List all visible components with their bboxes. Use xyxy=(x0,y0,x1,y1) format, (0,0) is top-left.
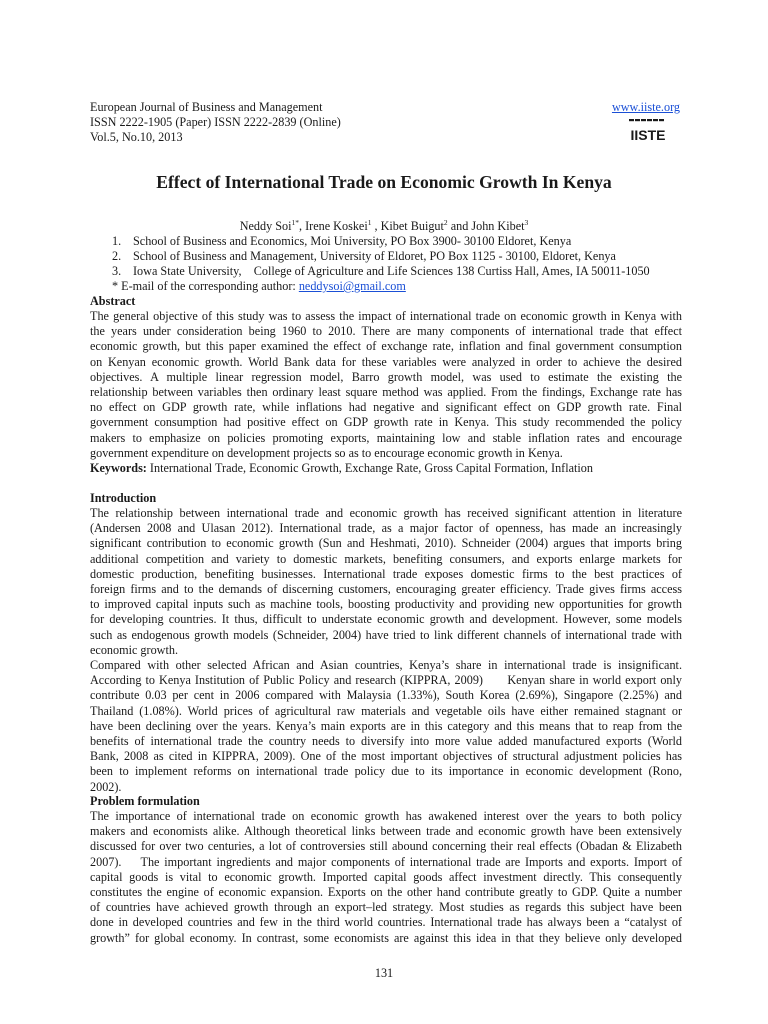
text-line: makers and economists alike. Although theoretical links between trade and economic growth have been extensively xyxy=(90,824,682,839)
corresponding-author-email xyxy=(112,279,406,294)
affiliation-number: 1. xyxy=(112,234,122,248)
email-label: * E-mail of the corresponding author: xyxy=(112,279,299,293)
text-line: such as endogenous growth models (Schneider, 2004) have tried to link different channels of international trade with xyxy=(90,627,682,642)
affiliation-text: School of Business and Economics, Moi University, PO Box 3900- 30100 Eldoret, Kenya xyxy=(133,234,572,248)
text-line: discussed for over two centuries, a lot of controversies still abound concerning their real effects (Obadan & Elizabeth xyxy=(90,839,682,854)
author-name: Neddy Soi xyxy=(239,219,292,233)
text-line: significant contribution to economic growth (Sun and Heshmati, 2010). Schneider (2004) argues that imports bring xyxy=(90,536,682,551)
paper-title: Effect of International Trade on Economic Growth In Kenya xyxy=(156,172,612,192)
text-line: Bank, 2008 as cited in KIPPRA, 2009). One of the most important objectives of structural adjustment policies has xyxy=(90,749,682,764)
author-name: , Kibet Buigut xyxy=(371,219,444,233)
text-line: government expenditure on development projects so as to encourage economic growth in Kenya. xyxy=(90,445,563,460)
affiliation-item xyxy=(112,264,650,279)
affiliation-item xyxy=(112,234,571,249)
text-line: 2007). The important ingredients and major components of international trade are Imports and exports. Import of xyxy=(90,854,682,869)
text-line: economic growth. xyxy=(90,642,178,657)
abstract-paragraph xyxy=(90,309,682,461)
keywords-line xyxy=(90,461,682,476)
affiliation-text: School of Business and Management, University of Eldoret, PO Box 1125 - 30100, Eldoret, Kenya xyxy=(133,249,616,263)
author-affiliation-mark: 2 xyxy=(443,218,448,227)
text-line: capital goods is vital to economic growth. Imported capital goods affect investment directly. This consequently xyxy=(90,869,682,884)
text-line: relationship between variables then ordinary least square method was applied. From the findings, Exchange rate has xyxy=(90,384,682,399)
journal-volume: Vol.5, No.10, 2013 xyxy=(90,130,183,144)
keywords-text: International Trade, Economic Growth, Exchange Rate, Gross Capital Formation, Inflation xyxy=(146,461,593,475)
affiliation-item xyxy=(112,249,616,264)
author-list xyxy=(0,219,768,234)
text-line: constitutes the engine of economic expansion. Exports on the other hand contribute greatly to GDP. Quite a number xyxy=(90,884,682,899)
text-line: done in developed countries and few in the third world countries. International trade has always been a “catalyst of xyxy=(90,915,682,930)
keywords-label: Keywords: xyxy=(90,461,147,475)
text-line: Compared with other selected African and Asian countries, Kenya’s share in international trade is insignificant. xyxy=(90,658,682,672)
text-line: contribute 0.03 per cent in 2006 compared with Malaysia (1.33%), South Korea (2.69%), Singapore (2.25%) and xyxy=(90,688,682,703)
author-affiliation-mark: 1* xyxy=(291,218,300,227)
author-affiliation-mark: 3 xyxy=(524,218,529,227)
page-number: 131 xyxy=(374,966,394,980)
text-line: growth” for global economy. In contrast, some economists are against this idea in that they believe only developed xyxy=(90,930,682,945)
affiliation-number: 3. xyxy=(112,264,122,278)
introduction-heading: Introduction xyxy=(90,491,157,505)
text-line: additional competition and variety to domestic markets, benefiting consumers, and exports enlarge markets for xyxy=(90,551,682,566)
journal-name: European Journal of Business and Management xyxy=(90,100,323,114)
text-line: to improved capital inputs such as machine tools, boosting productivity and providing new opportunities for growth xyxy=(90,597,682,612)
text-line: on Kenyan economic growth. World Bank data for these variables were analyzed in order to achieve the desired xyxy=(90,354,682,369)
text-line: government consumption had positive effect on GDP growth rate in Kenya. This study recommended the policy xyxy=(90,415,682,430)
author-name: , Irene Koskei xyxy=(299,219,368,233)
logo-lettering: IISTE xyxy=(630,127,666,143)
text-line: According to Kenya Institution of Public Policy and research (KIPPRA, 2009) Kenyan share in world export only xyxy=(90,673,682,688)
text-line: no effect on GDP growth rate, while inflations had negative and significant effect on GDP growth rate. Final xyxy=(90,400,682,415)
iiste-logo xyxy=(622,116,674,144)
affiliation-text: Iowa State University, College of Agriculture and Life Sciences 138 Curtiss Hall, Ames, IA 50011-1050 xyxy=(133,264,650,278)
text-line: economic growth, but this paper examined the effect of exchange rate, inflation and final government consumption xyxy=(90,339,682,354)
problem-formulation-heading: Problem formulation xyxy=(90,794,200,808)
text-line: The relationship between international trade and economic growth has received significant attention in literature xyxy=(90,506,682,520)
text-line: for developing countries. It thus, difficult to understate economic growth and development. However, some models xyxy=(90,612,682,627)
text-line: 2002). xyxy=(90,779,122,794)
text-line: Thailand (1.08%). World prices of agricultural raw materials and vegetable oils have either remained stagnant or xyxy=(90,703,682,718)
text-line: The importance of international trade on economic growth has awakened interest over the years to both policy xyxy=(90,809,682,823)
text-line: have been declining over the years. Kenya’s main exports are in this category and this means that to reap from the xyxy=(90,718,682,733)
text-line: the years under consideration being 1960 to 2010. There are many components of international trade that effect xyxy=(90,324,682,339)
journal-issn: ISSN 2222-1905 (Paper) ISSN 2222-2839 (Online) xyxy=(90,115,341,129)
author-affiliation-mark: 1 xyxy=(367,218,372,227)
introduction-paragraph-1 xyxy=(90,506,682,658)
text-line: foreign firms and to the demands of discerning customers, encouraging greater efficiency. Trade gives firms access xyxy=(90,581,682,596)
affiliation-number: 2. xyxy=(112,249,122,263)
text-line: of countries have achieved growth through an export–led strategy. Most studies as regards this subject have been xyxy=(90,900,682,915)
introduction-paragraph-2 xyxy=(90,658,682,795)
text-line: benefits of international trade the country needs to diversify into more value added manufactured exports (World xyxy=(90,733,682,748)
text-line: objectives. A multiple linear regression model, Barro growth model, was used to estimate the existing the xyxy=(90,369,682,384)
text-line: domestic production, benefiting businesses. International trade exposes domestic firms to the best practices of xyxy=(90,566,682,581)
abstract-heading: Abstract xyxy=(90,294,136,308)
text-line: (Andersen 2008 and Ulasan 2012). International trade, as a major factor of openness, has made an increasingly xyxy=(90,521,682,536)
email-link[interactable]: neddysoi@gmail.com xyxy=(298,279,406,293)
text-line: makers to emphasize on policies promoting exports, maintaining low and stable inflation rates and encourage xyxy=(90,430,682,445)
author-name: and John Kibet xyxy=(447,219,525,233)
problem-formulation-paragraph xyxy=(90,809,682,946)
text-line: The general objective of this study was to assess the impact of international trade on economic growth in Kenya with xyxy=(90,309,682,323)
text-line: been to implement reforms on international trade policy due to its importance in economic development (Rono, xyxy=(90,764,682,779)
journal-url-link[interactable]: www.iiste.org xyxy=(611,100,680,114)
